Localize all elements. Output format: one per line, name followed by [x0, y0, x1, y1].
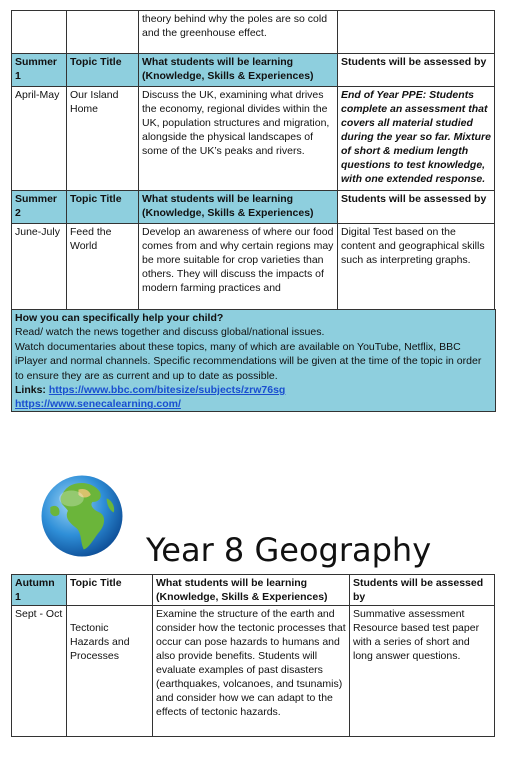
- topic-header: Topic Title: [67, 191, 139, 224]
- term-dates: June-July: [12, 224, 67, 310]
- assessment-text: End of Year PPE: Students complete an assessment that covers all material studied during the year so far. Mixture of short & medium length questions to test knowledge, with one extended response.: [338, 87, 495, 191]
- learning-header: What students will be learning (Knowledge, Skills & Experiences): [139, 54, 338, 87]
- topic-title: Feed the World: [67, 224, 139, 310]
- assess-header: Students will be assessed by: [338, 54, 495, 87]
- learning-text: Examine the structure of the earth and consider how the tectonic processes that occur can pose hazards to humans and also provide benefits. Students will evaluate examples of past disasters (earthquakes, volcanoes, and tsunamis) and consider how we can adapt to the effects of tectonic hazards.: [153, 606, 350, 737]
- term-dates: Sept - Oct: [12, 606, 67, 737]
- help-line-documentaries: Watch documentaries about these topics, many of which are available on YouTube, Netflix, BBC iPlayer and normal channels. Specific recommendations will be given at the time of the topic in order to ensure they are as current and up to date as possible.: [15, 340, 482, 382]
- continuation-cell-topic: [67, 11, 139, 54]
- globe-icon: [38, 472, 126, 560]
- topic-title: Our Island Home: [67, 87, 139, 191]
- learning-header: What students will be learning (Knowledge, Skills & Experiences): [139, 191, 338, 224]
- continuation-cell-assess: [338, 11, 495, 54]
- learning-text: Discuss the UK, examining what drives the economy, regional divides within the UK, population structures and migration, alongside the physical landscapes of some of the UK’s peaks and rivers.: [139, 87, 338, 191]
- assessment-text: Digital Test based on the content and geographical skills such as interpreting graphs.: [338, 224, 495, 310]
- page-title: Year 8 Geography: [146, 531, 432, 569]
- topic-header: Topic Title: [67, 54, 139, 87]
- term-dates: April-May: [12, 87, 67, 191]
- curriculum-table-top: [11, 10, 495, 310]
- learning-header: What students will be learning (Knowledge, Skills & Experiences): [153, 575, 350, 606]
- assessment-text: Summative assessment Resource based test paper with a series of short and long answer questions.: [350, 606, 495, 737]
- continuation-cell-term: [12, 11, 67, 54]
- help-line-news: Read/ watch the news together and discuss global/national issues.: [15, 326, 325, 339]
- topic-title: Tectonic Hazards and Processes: [67, 606, 153, 737]
- continuation-text: theory behind why the poles are so cold and the greenhouse effect.: [139, 11, 338, 54]
- links-label: Links:: [15, 384, 46, 397]
- curriculum-table-year8: [11, 574, 495, 737]
- learning-text: Develop an awareness of where our food comes from and why certain regions may be more suitable for crop varieties than others. They will discuss the impacts of modern farming practices and: [139, 224, 338, 310]
- assess-header: Students will be assessed by: [338, 191, 495, 224]
- term-label: Summer 2: [12, 191, 67, 224]
- assess-header: Students will be assessed by: [350, 575, 495, 606]
- topic-header: Topic Title: [67, 575, 153, 606]
- help-box: [11, 309, 496, 412]
- help-heading: How you can specifically help your child?: [15, 312, 224, 324]
- link-seneca[interactable]: https://www.senecalearning.com/: [15, 398, 181, 411]
- link-bitesize[interactable]: https://www.bbc.com/bitesize/subjects/zrw76sg: [48, 384, 286, 397]
- term-label: Autumn 1: [12, 575, 67, 606]
- term-label: Summer 1: [12, 54, 67, 87]
